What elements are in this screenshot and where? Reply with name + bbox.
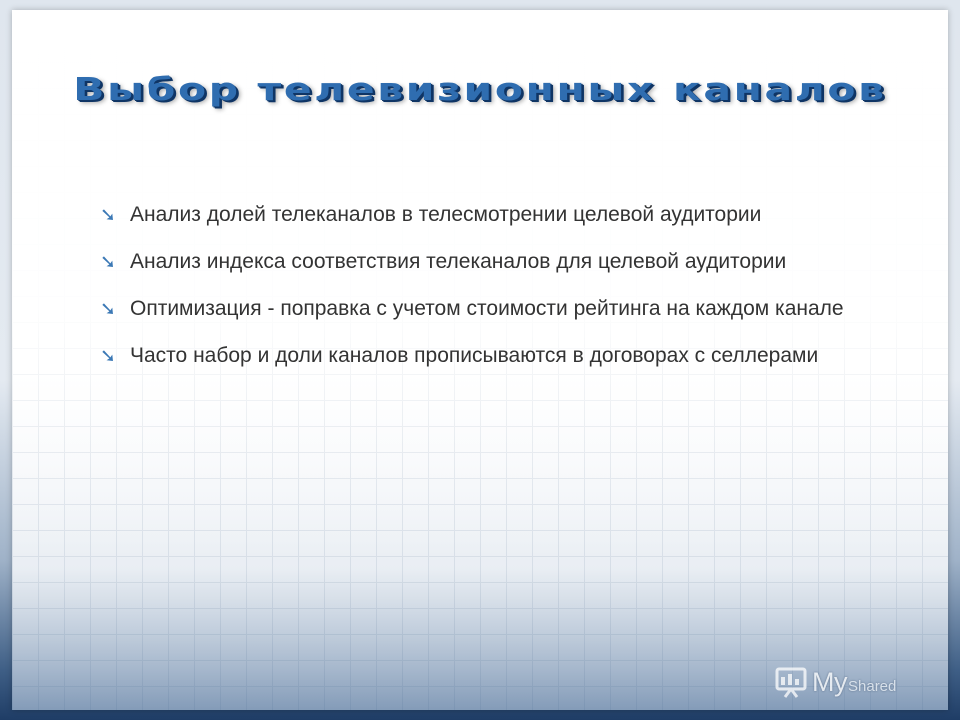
brand-rest: Shared: [848, 677, 897, 695]
arrow-down-right-icon: ➘: [100, 251, 116, 273]
bullet-list: [100, 198, 890, 386]
bullet-text: Анализ долей телеканалов в телесмотрении целевой аудитории: [130, 203, 762, 226]
bullet-text: Часто набор и доли каналов прописываются в договорах с селлерами: [130, 344, 819, 367]
arrow-down-right-icon: ➘: [100, 298, 116, 320]
watermark-logo: [774, 662, 896, 702]
bullet-text: Оптимизация - поправка с учетом стоимости рейтинга на каждом канале: [130, 297, 844, 320]
presentation-board-icon: [774, 665, 808, 699]
slide: [12, 10, 948, 710]
bullet-item: [100, 339, 890, 373]
brand-main: My: [812, 666, 847, 697]
bullet-item: [100, 198, 890, 232]
bullet-item: [100, 245, 890, 279]
slide-title: Выбор телевизионных каналов: [73, 72, 887, 108]
bullet-text: Анализ индекса соответствия телеканалов для целевой аудитории: [130, 250, 787, 273]
bullet-item: [100, 292, 890, 326]
arrow-down-right-icon: ➘: [100, 204, 116, 226]
arrow-down-right-icon: ➘: [100, 345, 116, 367]
